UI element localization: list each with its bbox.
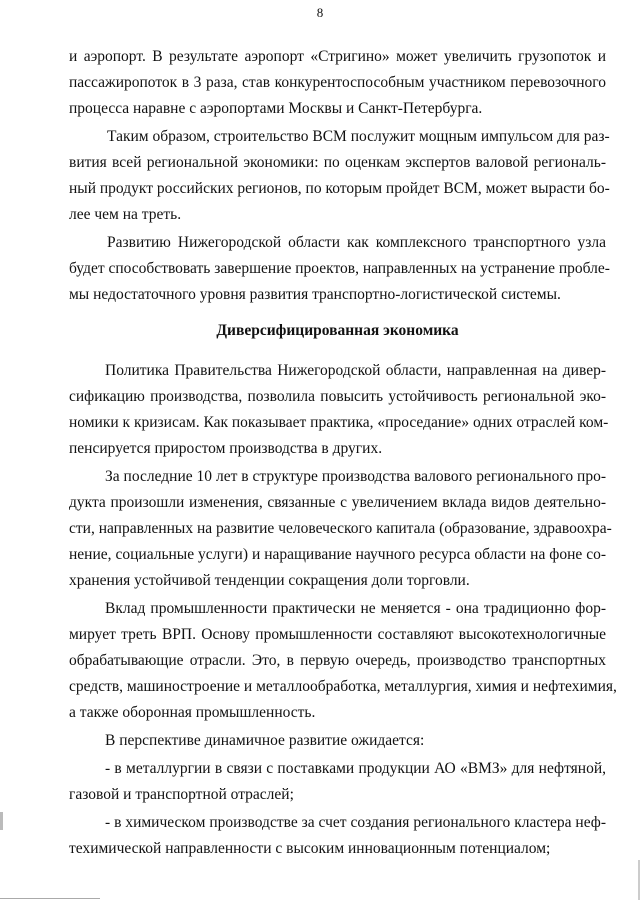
text-line: - в химическом производстве за счет создания регионального кластера неф- [105, 814, 606, 831]
text-line: обрабатывающие отрасли. Это, в первую очередь, производство транспортных [69, 652, 606, 669]
paragraph-outlook-intro [69, 728, 606, 754]
text-line: газовой и транспортной отраслей; [69, 786, 294, 803]
paragraph-transport-hub [69, 230, 610, 308]
text-line: средств, машиностроение и металлообработка, металлургия, химия и нефтехимия, [69, 678, 617, 695]
text-line: В перспективе динамичное развитие ожидается: [105, 732, 425, 749]
paragraph-vsm-impulse [69, 124, 610, 228]
text-line: номики к кризисам. Как показывает практика, «проседание» одних отраслей ком- [69, 414, 609, 431]
text-line: ный продукт российских регионов, по которым пройдет ВСМ, может вырасти бо- [69, 180, 610, 197]
text-line: и аэропорт. В результате аэропорт «Стригино» может увеличить грузопоток и [69, 48, 606, 65]
text-line: Вклад промышленности практически не меняется - она традиционно фор- [105, 600, 606, 617]
text-line: а также оборонная промышленность. [69, 704, 316, 721]
document-body [69, 44, 617, 864]
text-line: дукта произошли изменения, связанные с увеличением вклада видов деятельно- [69, 494, 606, 511]
text-line: нение, социальные услуги) и наращивание научного ресурса области на фоне со- [69, 546, 606, 563]
text-line: Развитию Нижегородской области как комплексного транспортного узла [107, 234, 606, 251]
text-line: Таким образом, строительство ВСМ послужит мощным импульсом для раз- [107, 128, 610, 145]
text-line: мирует треть ВРП. Основу промышленности составляют высокотехнологичные [69, 626, 606, 643]
text-line: сификацию производства, позволила повысить устойчивость региональной эко- [69, 388, 606, 405]
section-heading: Диверсифицированная экономика [216, 322, 459, 339]
scan-bottom-rule [0, 898, 100, 899]
text-line: хранения устойчивой тенденции сокращения доли торговли. [69, 572, 470, 589]
text-line: будет способствовать завершение проектов, направленных на устранение пробле- [69, 260, 610, 277]
text-line: процесса наравне с аэропортами Москвы и Санкт-Петербурга. [69, 100, 483, 117]
page-number: 8 [316, 5, 324, 20]
text-line: мы недостаточного уровня развития транспортно-логистической системы. [69, 286, 561, 303]
paragraph-airport [69, 44, 606, 122]
text-line: За последние 10 лет в структуре производства валового регионального про- [105, 468, 606, 485]
list-item-metallurgy [69, 756, 606, 808]
text-line: лее чем на треть. [69, 206, 182, 223]
scan-edge-mark [0, 812, 3, 830]
text-line: пенсируется приростом производства в других. [69, 440, 383, 457]
text-line: вития всей региональной экономики: по оценкам экспертов валовой региональ- [69, 154, 606, 171]
text-line: - в металлургии в связи с поставками продукции АО «ВМЗ» для нефтяной, [105, 760, 606, 777]
text-line: Политика Правительства Нижегородской области, направленная на дивер- [105, 362, 606, 379]
text-line: пассажиропоток в 3 раза, став конкурентоспособным участником перевозочного [69, 74, 606, 91]
paragraph-diversification-policy [69, 358, 609, 462]
paragraph-grp-structure [69, 464, 612, 594]
text-line: техимической направленности с высоким инновационным потенциалом; [69, 840, 551, 857]
paragraph-industry-contribution [69, 596, 617, 726]
text-line: сти, направленных на развитие человеческого капитала (образование, здравоохра- [69, 520, 612, 537]
list-item-chemistry [69, 810, 606, 862]
